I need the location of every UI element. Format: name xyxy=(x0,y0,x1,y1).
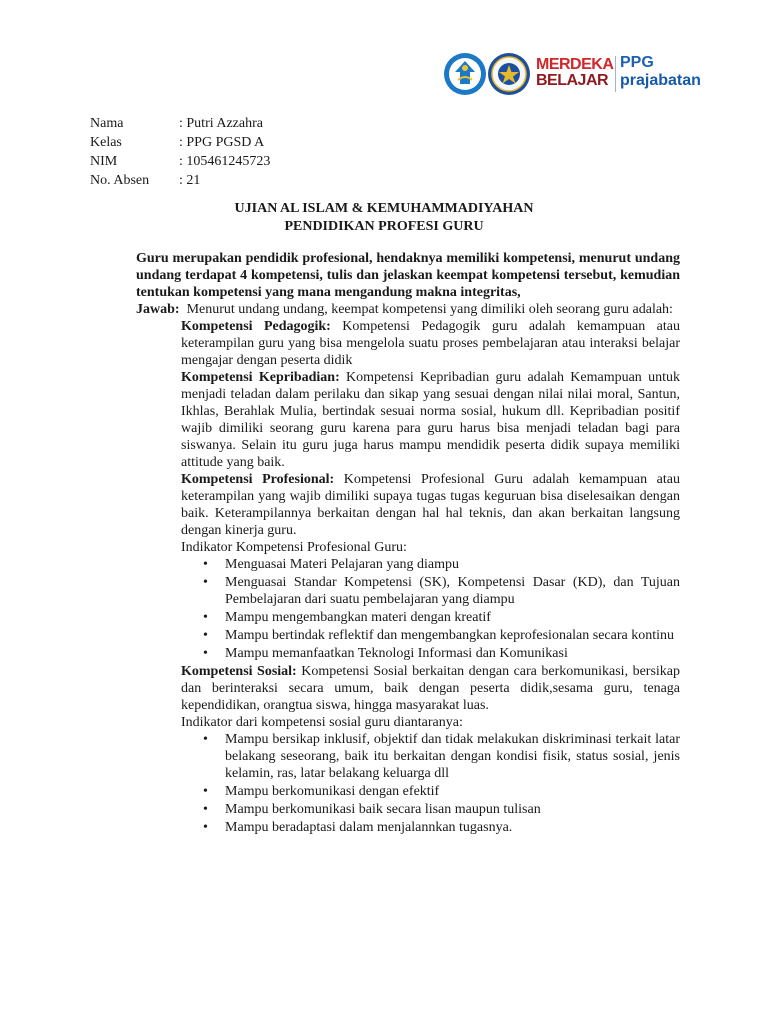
bullet-icon: • xyxy=(203,610,208,625)
list-item-text: Mampu mengembangkan materi dengan kreatif xyxy=(225,610,491,625)
document-body xyxy=(136,250,680,837)
prajabatan-text: prajabatan xyxy=(620,72,701,89)
bullet-icon: • xyxy=(203,820,208,835)
list-item xyxy=(181,627,680,644)
identity-row xyxy=(90,134,270,153)
header-logos xyxy=(440,48,701,102)
bullet-icon: • xyxy=(203,784,208,799)
identity-label: Kelas xyxy=(90,135,122,150)
merdeka-text: MERDEKA xyxy=(536,56,614,73)
list-item xyxy=(181,645,680,662)
ppg-text: PPG xyxy=(620,54,654,71)
list-item-text: Mampu berkomunikasi baik secara lisan maupun tulisan xyxy=(225,802,541,817)
identity-row xyxy=(90,115,270,134)
university-seal-logo xyxy=(487,52,531,96)
student-identity xyxy=(90,115,270,191)
competency-title: Kompetensi Pedagogik: xyxy=(181,319,331,334)
bullet-icon: • xyxy=(203,802,208,817)
merdeka-belajar-logo xyxy=(536,57,613,89)
exam-subtitle: PENDIDIKAN PROFESI GURU xyxy=(284,219,484,234)
competency-text: Kompetensi Kepribadian guru adalah Kemampuan untuk menjadi teladan dalam perilaku dan sikap yang sesuai dengan nilai nilai moral, Santun, Ikhlas, Berahlak Mulia, bertindak sesuai norma sosial, hukum dll. Kepribadian positif wajib dimiliki seorang guru karena para guru harus bisa menjadi teladan bagi para siswanya. Selain itu guru juga harus mampu mendidik peserta didik supaya memiliki attitude yang baik. xyxy=(181,370,680,470)
competency-text: Kompetensi Profesional Guru adalah kemampuan atau keterampilan yang wajib dimiliki supaya tugas tugas keguruan bisa diselesaikan dengan baik. Keterampilannya berkaitan dengan hal hal teknis, dan akan berkaitan langsung dengan kinerja guru. xyxy=(181,472,681,538)
identity-value: : Putri Azzahra xyxy=(179,116,263,131)
competency-text: Kompetensi Sosial berkaitan dengan cara berkomunikasi, bersikap dan berinteraksi secara umum, baik dengan peserta didik,sesama guru, tenaga kependidikan, orangtua siswa, hingga masyarakat luas. xyxy=(181,664,680,713)
indicator-heading: Indikator dari kompetensi sosial guru diantaranya: xyxy=(181,715,463,730)
competency-list xyxy=(181,318,680,556)
competency-title: Kompetensi Kepribadian: xyxy=(181,370,340,385)
belajar-text: BELAJAR xyxy=(536,72,609,89)
competency-sosial xyxy=(181,663,680,714)
identity-label: NIM xyxy=(90,154,118,169)
bullet-icon: • xyxy=(203,628,208,643)
logo-divider xyxy=(615,56,616,92)
list-item xyxy=(181,731,680,782)
competency-pedagogik xyxy=(181,318,680,369)
bullet-icon: • xyxy=(203,646,208,661)
identity-row xyxy=(90,172,270,191)
identity-value: : PPG PGSD A xyxy=(179,135,265,150)
list-item xyxy=(181,801,680,818)
bullet-icon: • xyxy=(203,557,208,572)
list-item xyxy=(181,783,680,800)
identity-value: : 21 xyxy=(179,173,201,188)
identity-label: Nama xyxy=(90,116,124,131)
list-item-text: Mampu bertindak reflektif dan mengembangkan keprofesionalan secara kontinu xyxy=(225,628,675,643)
list-item xyxy=(181,574,680,608)
competency-text: Kompetensi Pedagogik guru adalah kemampuan atau keterampilan guru yang bisa mengelola suatu proses pembelajaran atau interaksi belajar mengajar dengan peserta didik xyxy=(181,319,680,368)
bullet-icon: • xyxy=(203,732,208,747)
identity-row xyxy=(90,153,270,172)
profesional-indicator-list xyxy=(181,556,680,662)
exam-title: UJIAN AL ISLAM & KEMUHAMMADIYAHAN xyxy=(234,201,534,216)
identity-label: No. Absen xyxy=(90,173,150,188)
bullet-icon: • xyxy=(203,575,208,590)
list-item xyxy=(181,819,680,836)
list-item-text: Mampu memanfaatkan Teknologi Informasi dan Komunikasi xyxy=(225,646,568,661)
list-item-text: Mampu berkomunikasi dengan efektif xyxy=(225,784,440,799)
answer-label: Jawab: xyxy=(136,302,180,317)
list-item-text: Mampu bersikap inklusif, objektif dan tidak melakukan diskriminasi terkait latar belakang seseorang, baik itu berkaitan dengan kondisi fisik, status sosial, jenis kelamin, ras, latar belakang keluarga dll xyxy=(225,732,680,781)
identity-value: : 105461245723 xyxy=(179,154,271,169)
list-item-text: Menguasai Materi Pelajaran yang diampu xyxy=(225,557,460,572)
list-item-text: Mampu beradaptasi dalam menjalannkan tugasnya. xyxy=(225,820,513,835)
answer-intro xyxy=(136,301,680,318)
question-text: Guru merupakan pendidik profesional, hendaknya memiliki kompetensi, menurut undang undang terdapat 4 kompetensi, tulis dan jelaskan keempat kompetensi tersebut, kemudian tentukan kompetensi yang mana mengandung makna integritas, xyxy=(136,251,680,300)
answer-intro-text: Menurut undang undang, keempat kompetensi yang dimiliki oleh seorang guru adalah: xyxy=(186,302,673,317)
competency-profesional xyxy=(181,471,680,539)
competency-title: Kompetensi Sosial: xyxy=(181,664,297,679)
indicator-heading: Indikator Kompetensi Profesional Guru: xyxy=(181,540,407,555)
list-item-text: Menguasai Standar Kompetensi (SK), Kompetensi Dasar (KD), dan Tujuan Pembelajaran dari suatu pembelajaran yang diampu xyxy=(225,575,680,607)
competency-list-2 xyxy=(181,663,680,731)
ppg-prajabatan-logo xyxy=(620,54,701,91)
sosial-indicator-list xyxy=(181,731,680,836)
competency-kepribadian xyxy=(181,369,680,471)
list-item xyxy=(181,609,680,626)
competency-title: Kompetensi Profesional: xyxy=(181,472,335,487)
list-item xyxy=(181,556,680,573)
tut-wuri-handayani-logo xyxy=(443,52,487,96)
